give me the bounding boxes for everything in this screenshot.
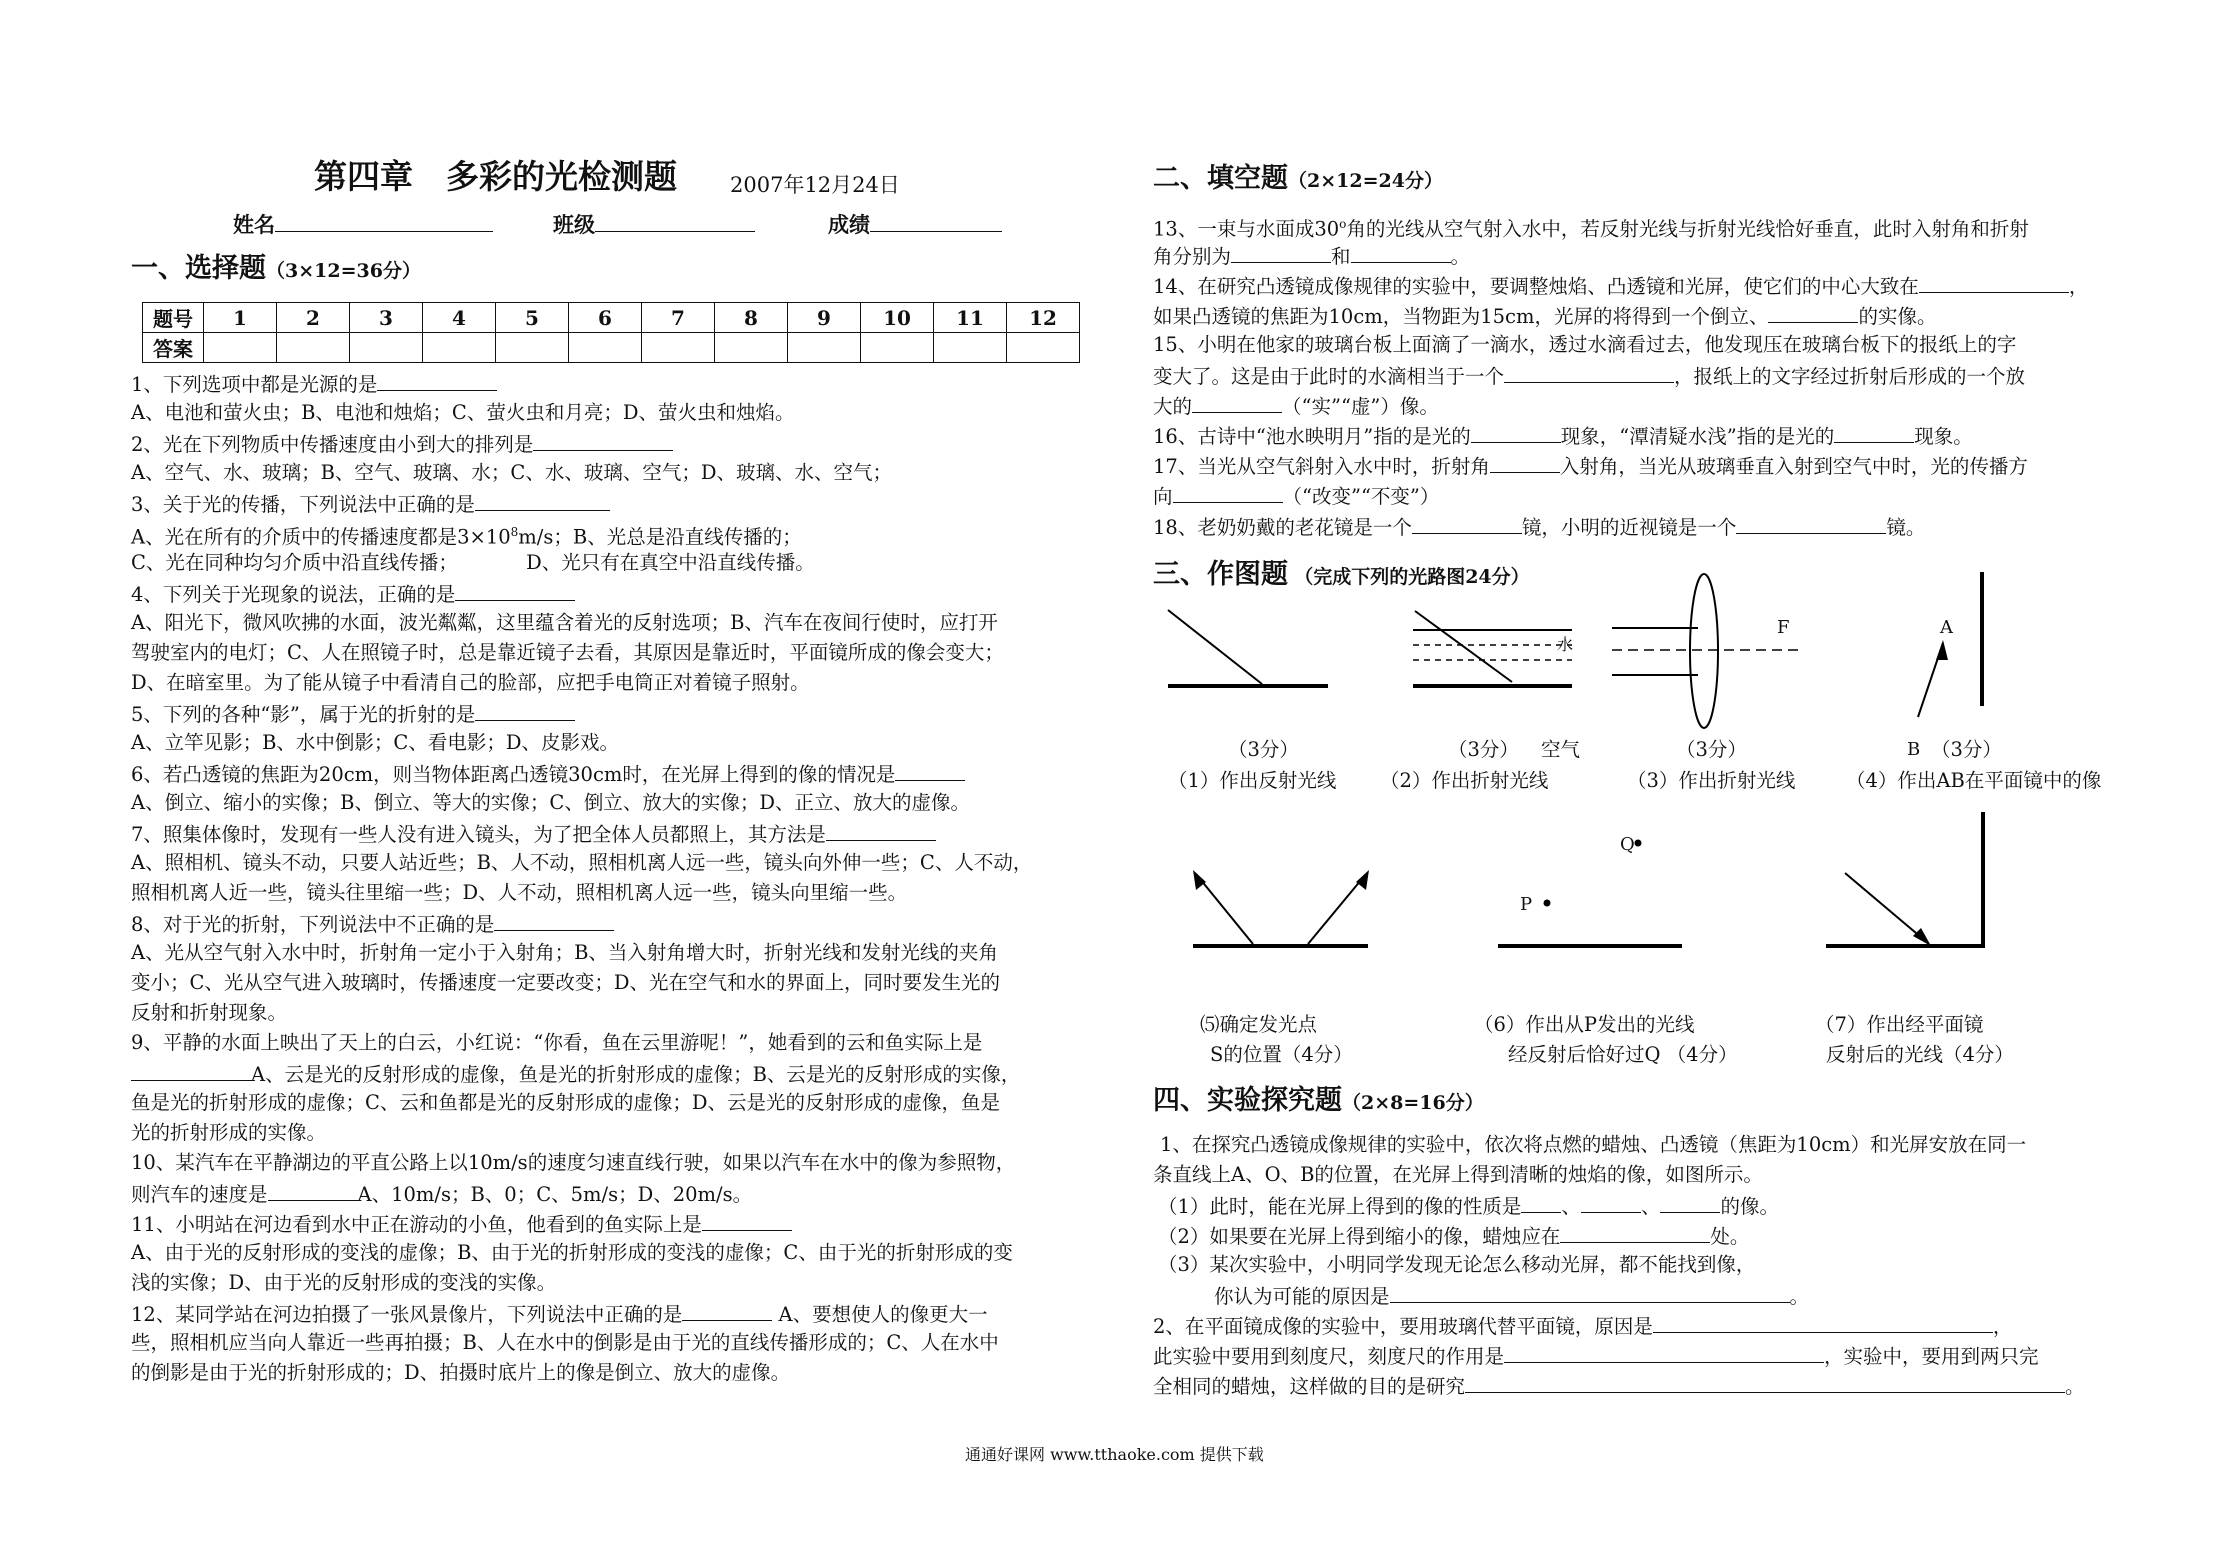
- caption-4: （4）作出AB在平面镜中的像: [1846, 769, 2102, 792]
- row-label-answer: 答案: [143, 333, 204, 363]
- section1-heading: 一、选择题（3×12=36分）: [131, 253, 421, 284]
- question-number: 11: [934, 303, 1007, 333]
- answer-blank[interactable]: [1581, 1190, 1641, 1213]
- reflected-ray-5b: [1308, 874, 1366, 944]
- q8-stem: 8、对于光的折射，下列说法中不正确的是: [131, 908, 614, 939]
- section4-heading: 四、实验探究题（2×8=16分）: [1153, 1085, 1484, 1116]
- convex-lens: [1690, 574, 1718, 728]
- answer-blank[interactable]: [1560, 1220, 1710, 1243]
- incident-ray-1: [1168, 610, 1262, 684]
- q13-stem: 13、一束与水面成30$^o$角的光线从空气射入水中，若反射光线与折射光线恰好垂直，此时入射角和折射: [1153, 217, 2029, 241]
- q4-options: 驾驶室内的电灯；C、人在照镜子时，总是靠近镜子去看，其原因是靠近时，平面镜所成的像会变大；: [131, 641, 1004, 664]
- point-Q-label: Q: [1620, 834, 1635, 855]
- exp2-stem: 此实验中要用到刻度尺，刻度尺的作用是 ，实验中，要用到两只完: [1153, 1340, 2039, 1371]
- exp1-stem: 1、在探究凸透镜成像规律的实验中，依次将点燃的蜡烛、凸透镜（焦距为10cm）和光屏安放在同一: [1160, 1133, 2027, 1156]
- exp1-q1: （1）此时，能在光屏上得到的像的性质是 、 、 的像。: [1158, 1190, 1779, 1221]
- exp1-q3: 你认为可能的原因是 。: [1214, 1280, 1809, 1311]
- question-number: 12: [1007, 303, 1080, 333]
- water-label: 水: [1557, 635, 1574, 654]
- answer-blank[interactable]: [1521, 1190, 1561, 1213]
- exam-date: 2007年12月24日: [730, 173, 900, 197]
- arrow-head: [1936, 640, 1948, 660]
- q16-stem: 16、古诗中“池水映明月”指的是光的 现象，“潭清疑水浅”指的是光的 现象。: [1153, 420, 1973, 451]
- q4-options: A、阳光下，微风吹拂的水面，波光粼粼，这里蕴含着光的反射选项；B、汽车在夜间行使时，应打开: [131, 611, 998, 634]
- q7-stem: 7、照集体像时，发现有一些人没有进入镜头，为了把全体人员都照上，其方法是: [131, 818, 936, 849]
- caption-6: 经反射后恰好过Q （4分）: [1508, 1043, 1738, 1066]
- q1-stem: 1、下列选项中都是光源的是: [131, 368, 497, 399]
- question-number: 5: [496, 303, 569, 333]
- q5-stem: 5、下列的各种“影”，属于光的折射的是: [131, 698, 575, 729]
- caption-7: （7）作出经平面镜: [1815, 1013, 1984, 1036]
- q6-stem: 6、若凸透镜的焦距为20cm，则当物体距离凸透镜30cm时，在光屏上得到的像的情况是: [131, 758, 965, 789]
- question-number: 9: [788, 303, 861, 333]
- question-number: 4: [423, 303, 496, 333]
- q15-stem: 15、小明在他家的玻璃台板上面滴了一滴水，透过水滴看过去，他发现压在玻璃台板下的报纸上的字: [1153, 333, 2017, 356]
- arrow-head: [1193, 870, 1206, 890]
- point-A-label: A: [1940, 617, 1953, 638]
- q17-stem: 向 （“改变”“不变”）: [1153, 480, 1439, 511]
- name-label: 姓名: [233, 209, 493, 239]
- q3-options-c: C、光在同种均匀介质中沿直线传播； D、光只有在真空中沿直线传播。: [131, 551, 815, 574]
- question-number: 7: [642, 303, 715, 333]
- point-Q: [1636, 841, 1641, 846]
- q7-options: 照相机离人近一些，镜头往里缩一些；D、人不动，照相机离人远一些，镜头向里缩一些。: [131, 881, 908, 904]
- reflected-ray-5a: [1196, 874, 1253, 944]
- q1-options: A、电池和萤火虫；B、电池和烛焰；C、萤火虫和月亮；D、萤火虫和烛焰。: [131, 401, 795, 424]
- exp1-q3: （3）某次实验中，小明同学发现无论怎么移动光屏，都不能找到像，: [1158, 1253, 1756, 1276]
- air-label: 空气: [1541, 738, 1581, 761]
- q11-options: 浅的实像；D、由于光的反射形成的变浅的实像。: [131, 1271, 557, 1294]
- answer-blank[interactable]: [1504, 1340, 1824, 1363]
- row-label-number: 题号: [143, 303, 204, 333]
- focus-label: F: [1777, 617, 1790, 638]
- exp2-stem: 2、在平面镜成像的实验中，要用玻璃代替平面镜，原因是 ，: [1153, 1310, 2012, 1341]
- point-P-label: P: [1520, 894, 1533, 915]
- caption-2: （2）作出折射光线: [1380, 769, 1549, 792]
- q3-options-a: A、光在所有的介质中的传播速度都是$3\times 10^8m/s$；B、光总是沿直线传播的；: [131, 525, 802, 549]
- point-B-label: B: [1907, 739, 1921, 760]
- q8-options: A、光从空气射入水中时，折射角一定小于入射角；B、当入射角增大时，折射光线和发射光线的夹角: [131, 941, 998, 964]
- footer-text: 通通好课网 www.tthaoke.com 提供下载: [965, 1445, 1264, 1464]
- exp2-stem: 全相同的蜡烛，这样做的目的是研究 。: [1153, 1370, 2085, 1401]
- answer-blank[interactable]: [1390, 1280, 1790, 1303]
- q10-options: 则汽车的速度是 A、10m/s；B、0；C、5m/s；D、20m/s。: [131, 1178, 752, 1209]
- section3-heading: 三、作图题 （完成下列的光路图24分）: [1153, 559, 1530, 590]
- q4-stem: 4、下列关于光现象的说法，正确的是: [131, 578, 575, 609]
- q12-options: 些，照相机应当向人靠近一些再拍摄；B、人在水中的倒影是由于光的直线传播形成的；C、人在水中: [131, 1331, 999, 1354]
- q15-stem: 变大了。这是由于此时的水滴相当于一个 ，报纸上的文字经过折射后形成的一个放: [1153, 360, 2025, 391]
- answer-blank[interactable]: [1465, 1370, 2065, 1393]
- q11-stem: 11、小明站在河边看到水中正在游动的小鱼，他看到的鱼实际上是: [131, 1208, 792, 1239]
- arrow-head: [1913, 928, 1931, 946]
- question-number: 2: [277, 303, 350, 333]
- answer-blank[interactable]: [1653, 1310, 1993, 1333]
- caption-score: （3分）: [1448, 738, 1519, 761]
- q17-stem: 17、当光从空气斜射入水中时，折射角 入射角，当光从玻璃垂直入射到空气中时，光的传播方: [1153, 450, 2028, 481]
- point-P: [1545, 901, 1550, 906]
- question-number: 10: [861, 303, 934, 333]
- q9-options: A、云是光的反射形成的虚像，鱼是光的折射形成的虚像；B、云是光的反射形成的实像，: [131, 1058, 1020, 1089]
- caption-5: ⑸确定发光点: [1200, 1013, 1318, 1036]
- caption-3: （3）作出折射光线: [1627, 769, 1796, 792]
- q9-options: 光的折射形成的实像。: [131, 1121, 327, 1144]
- q13-stem: 角分别为 和 。: [1153, 240, 1470, 271]
- q8-options: 反射和折射现象。: [131, 1001, 288, 1024]
- q10-stem: 10、某汽车在平静湖边的平直公路上以10m/s的速度匀速直线行驶，如果以汽车在水中的像为参照物，: [131, 1151, 1016, 1174]
- q12-options: 的倒影是由于光的折射形成的；D、拍摄时底片上的像是倒立、放大的虚像。: [131, 1361, 791, 1384]
- arrow-head: [1356, 870, 1369, 890]
- class-label: 班级: [553, 209, 755, 239]
- q2-options: A、空气、水、玻璃；B、空气、玻璃、水；C、水、玻璃、空气；D、玻璃、水、空气；: [131, 461, 892, 484]
- caption-6: （6）作出从P发出的光线: [1474, 1013, 1695, 1036]
- caption-1: （1）作出反射光线: [1168, 769, 1337, 792]
- q6-options: A、倒立、缩小的实像；B、倒立、等大的实像；C、倒立、放大的实像；D、正立、放大的虚像。: [131, 791, 970, 814]
- exp1-stem: 条直线上A、O、B的位置，在光屏上得到清晰的烛焰的像，如图所示。: [1153, 1163, 1763, 1186]
- score-label: 成绩: [828, 209, 1002, 239]
- caption-score: （3分）: [1228, 738, 1299, 761]
- q7-options: A、照相机、镜头不动，只要人站近些；B、人不动，照相机离人远一些，镜头向外伸一些；C、人不动，: [131, 851, 1033, 874]
- page-title: 第四章 多彩的光检测题: [314, 157, 677, 196]
- section2-heading: 二、填空题（2×12=24分）: [1153, 163, 1443, 194]
- caption-7: 反射后的光线（4分）: [1826, 1043, 2014, 1066]
- caption-5: S的位置（4分）: [1210, 1043, 1353, 1066]
- question-number: 1: [204, 303, 277, 333]
- question-number: 8: [715, 303, 788, 333]
- caption-score: （3分）: [1676, 738, 1747, 761]
- q14-stem: 如果凸透镜的焦距为10cm，当物距为15cm，光屏的将得到一个倒立、 的实像。: [1153, 300, 1936, 331]
- q9-stem: 9、平静的水面上映出了天上的白云，小红说：“你看，鱼在云里游呢！”，她看到的云和鱼实际上是: [131, 1031, 983, 1054]
- q4-options: D、在暗室里。为了能从镜子中看清自己的脸部，应把手电筒正对着镜子照射。: [131, 671, 810, 694]
- q15-stem: 大的 （“实”“虚”）像。: [1153, 390, 1439, 421]
- q3-stem: 3、关于光的传播，下列说法中正确的是: [131, 488, 610, 519]
- q14-stem: 14、在研究凸透镜成像规律的实验中，要调整烛焰、凸透镜和光屏，使它们的中心大致在 ，: [1153, 270, 2088, 301]
- q11-options: A、由于光的反射形成的变浅的虚像；B、由于光的折射形成的变浅的虚像；C、由于光的折射形成的变: [131, 1241, 1013, 1264]
- question-number: 3: [350, 303, 423, 333]
- question-number: 6: [569, 303, 642, 333]
- q8-options: 变小；C、光从空气进入玻璃时，传播速度一定要改变；D、光在空气和水的界面上，同时要发生光的: [131, 971, 1001, 994]
- q12-stem: 12、某同学站在河边拍摄了一张风景像片，下列说法中正确的是 A、要想使人的像更大一: [131, 1298, 988, 1329]
- q5-options: A、立竿见影；B、水中倒影；C、看电影；D、皮影戏。: [131, 731, 619, 754]
- exp1-q2: （2）如果要在光屏上得到缩小的像，蜡烛应在 处。: [1158, 1220, 1749, 1251]
- q18-stem: 18、老奶奶戴的老花镜是一个 镜，小明的近视镜是一个 镜。: [1153, 511, 1925, 542]
- answer-blank[interactable]: [1660, 1190, 1720, 1213]
- incident-ray-2: [1415, 611, 1512, 682]
- q9-options: 鱼是光的折射形成的虚像；C、云和鱼都是光的反射形成的虚像；D、云是光的反射形成的虚像，鱼是: [131, 1091, 1001, 1114]
- caption-score: （3分）: [1931, 738, 2002, 761]
- q2-stem: 2、光在下列物质中传播速度由小到大的排列是: [131, 428, 673, 459]
